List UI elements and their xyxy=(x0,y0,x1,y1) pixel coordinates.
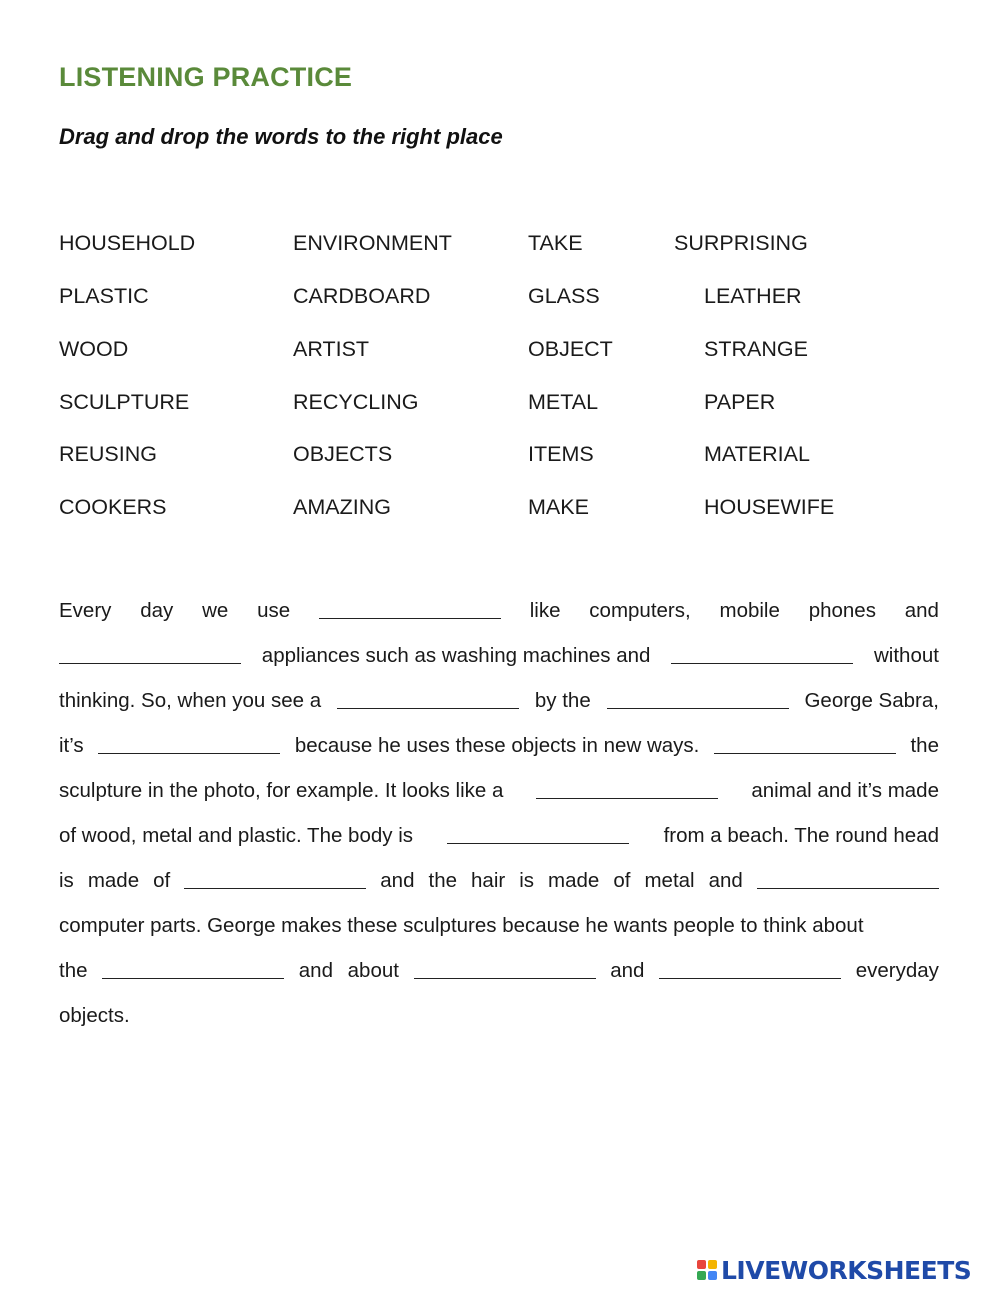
paragraph-line xyxy=(59,1001,939,1031)
paragraph-text: we xyxy=(202,599,229,622)
word-tile[interactable]: SURPRISING xyxy=(674,231,808,255)
paragraph-line xyxy=(59,776,939,806)
word-tile[interactable]: LEATHER xyxy=(704,284,802,308)
word-tile[interactable]: HOUSEWIFE xyxy=(704,495,835,519)
word-tile[interactable]: METAL xyxy=(528,390,599,414)
word-tile[interactable]: ENVIRONMENT xyxy=(293,231,452,255)
word-tile[interactable]: MATERIAL xyxy=(704,442,810,466)
word-tile[interactable]: REUSING xyxy=(59,442,157,466)
paragraph-text: and xyxy=(610,959,645,982)
word-tile[interactable]: GLASS xyxy=(528,284,600,308)
word-tile[interactable]: STRANGE xyxy=(704,337,808,361)
word-tile[interactable]: SCULPTURE xyxy=(59,390,190,414)
word-tile[interactable]: WOOD xyxy=(59,337,129,361)
logo-square xyxy=(697,1260,706,1269)
paragraph-text: sculpture in the photo, for example. It looks like a xyxy=(59,779,504,802)
word-tile[interactable]: PLASTIC xyxy=(59,284,149,308)
paragraph-text: is xyxy=(59,869,74,892)
paragraph-text: and xyxy=(708,869,743,892)
word-tile[interactable]: ARTIST xyxy=(293,337,370,361)
paragraph-text: is xyxy=(519,869,535,892)
drop-blank-9[interactable] xyxy=(447,821,629,844)
paragraph-text: objects. xyxy=(59,1004,130,1027)
word-tile[interactable]: RECYCLING xyxy=(293,390,419,414)
word-tile[interactable]: PAPER xyxy=(704,390,776,414)
drop-blank-1[interactable] xyxy=(319,596,501,619)
paragraph-line xyxy=(59,866,939,896)
paragraph-text: like xyxy=(529,599,561,622)
drop-blank-2[interactable] xyxy=(59,641,241,664)
paragraph-text: without xyxy=(874,644,939,667)
paragraph-text: the xyxy=(428,869,457,892)
paragraph-line xyxy=(59,731,939,761)
paragraph-line xyxy=(59,911,939,941)
instructions: Drag and drop the words to the right place xyxy=(59,124,503,149)
paragraph-text: and xyxy=(904,599,939,622)
word-tile[interactable]: CARDBOARD xyxy=(293,284,431,308)
paragraph-text: of xyxy=(153,869,171,892)
paragraph-line xyxy=(59,641,939,671)
logo-square xyxy=(697,1271,706,1280)
paragraph-text: animal and it’s made xyxy=(751,779,939,802)
word-tile[interactable]: OBJECTS xyxy=(293,442,393,466)
paragraph-text: computers, xyxy=(589,599,691,622)
drop-blank-10[interactable] xyxy=(184,866,366,889)
paragraph-text: the xyxy=(910,734,939,757)
drop-blank-3[interactable] xyxy=(671,641,853,664)
logo-text: LIVEWORKSHEETS xyxy=(721,1255,972,1285)
liveworksheets-mark-icon xyxy=(697,1260,717,1280)
drop-blank-8[interactable] xyxy=(536,776,718,799)
paragraph-text: by the xyxy=(534,689,591,712)
paragraph-text: mobile xyxy=(719,599,780,622)
drop-blank-14[interactable] xyxy=(659,956,841,979)
paragraph-text: day xyxy=(140,599,174,622)
paragraph-line xyxy=(59,821,939,851)
word-tile[interactable]: COOKERS xyxy=(59,495,167,519)
word-tile[interactable]: AMAZING xyxy=(293,495,391,519)
word-tile[interactable]: TAKE xyxy=(528,231,583,255)
drop-blank-11[interactable] xyxy=(757,866,939,889)
word-tile[interactable]: MAKE xyxy=(528,495,589,519)
paragraph-text: George Sabra, xyxy=(804,689,939,712)
paragraph-text: made xyxy=(87,869,140,892)
word-tile[interactable]: OBJECT xyxy=(528,337,613,361)
paragraph-text: of xyxy=(613,869,631,892)
paragraph-text: computer parts. George makes these sculptures because he wants people to think about xyxy=(59,914,864,937)
paragraph-text: and xyxy=(380,869,415,892)
paragraph-text: thinking. So, when you see a xyxy=(59,689,322,712)
drop-blank-13[interactable] xyxy=(414,956,596,979)
paragraph-text: because he uses these objects in new ways. xyxy=(294,734,700,757)
paragraph-text: metal xyxy=(644,869,695,892)
drop-blank-6[interactable] xyxy=(98,731,280,754)
logo-square xyxy=(708,1260,717,1269)
paragraph-line xyxy=(59,956,939,986)
paragraph-text: it’s xyxy=(59,734,84,757)
paragraph-text: everyday xyxy=(855,959,939,982)
paragraph-text: and xyxy=(298,959,333,982)
drop-blank-4[interactable] xyxy=(337,686,519,709)
logo-square xyxy=(708,1271,717,1280)
paragraph-text: of wood, metal and plastic. The body is xyxy=(59,824,414,847)
drop-blank-12[interactable] xyxy=(102,956,284,979)
drop-blank-5[interactable] xyxy=(607,686,789,709)
paragraph-text: the xyxy=(59,959,88,982)
paragraph-text: made xyxy=(548,869,600,892)
paragraph-line xyxy=(59,596,939,626)
drop-blank-7[interactable] xyxy=(714,731,896,754)
paragraph-text: phones xyxy=(808,599,876,622)
page-title: LISTENING PRACTICE xyxy=(59,62,353,92)
paragraph-text: from a beach. The round head xyxy=(663,824,939,847)
paragraph-text: about xyxy=(347,959,399,982)
word-tile[interactable]: ITEMS xyxy=(528,442,594,466)
paragraph-text: use xyxy=(257,599,291,622)
paragraph-line xyxy=(59,686,939,716)
liveworksheets-logo xyxy=(697,1254,971,1286)
word-tile[interactable]: HOUSEHOLD xyxy=(59,231,196,255)
paragraph-text: Every xyxy=(59,599,112,622)
paragraph-text: hair xyxy=(471,869,506,892)
paragraph-text: appliances such as washing machines and xyxy=(261,644,651,667)
